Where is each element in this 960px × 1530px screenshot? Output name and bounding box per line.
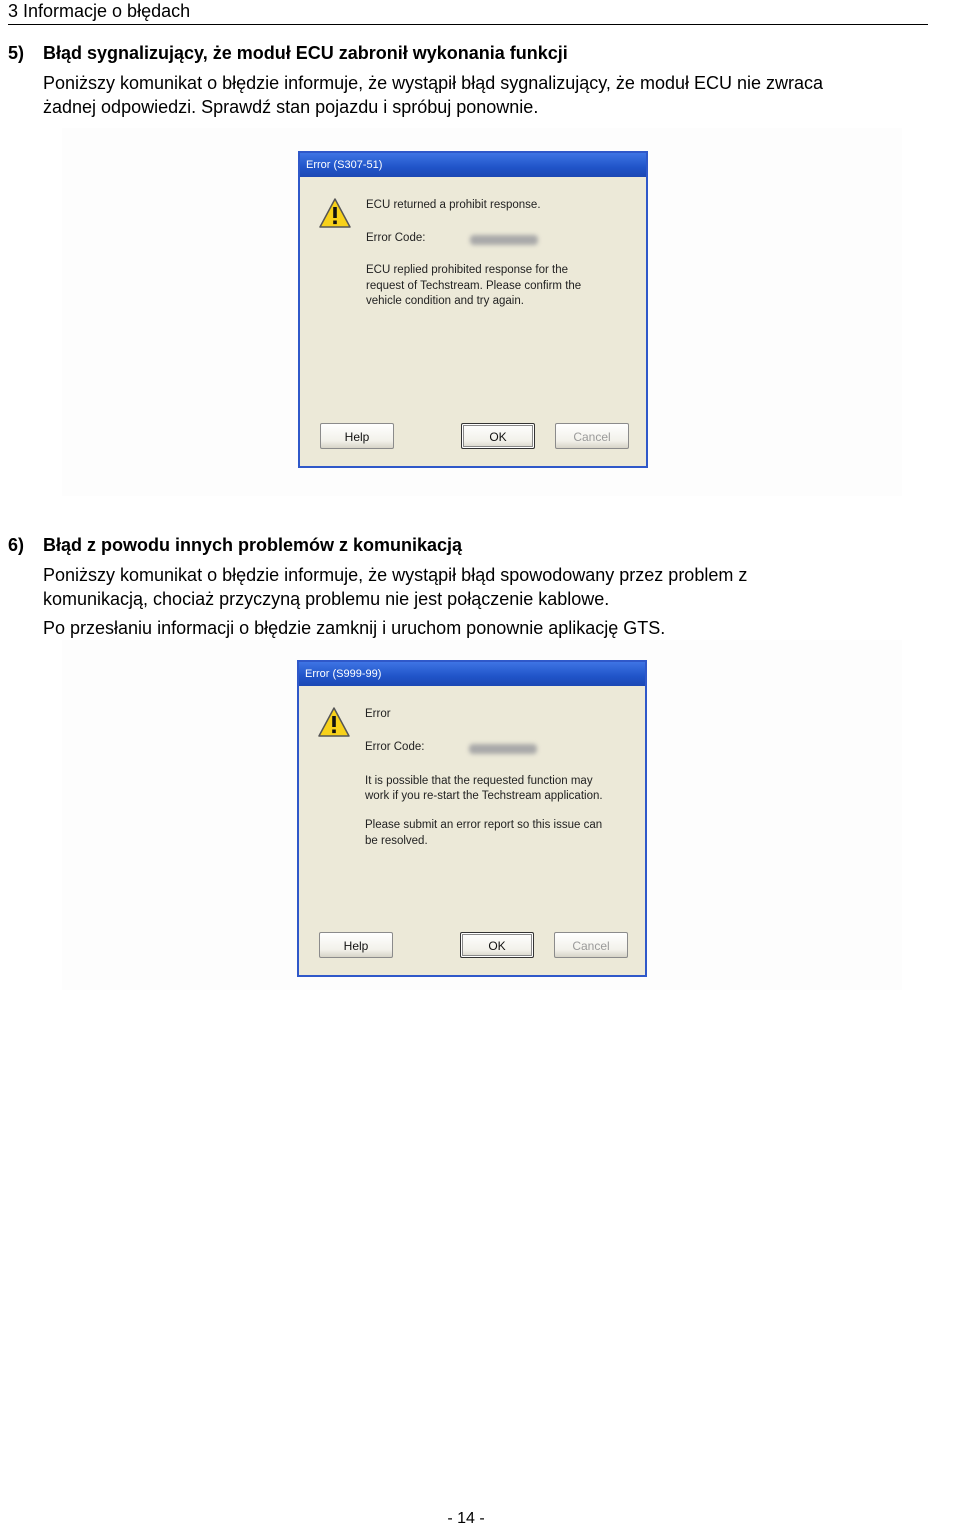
error-code-label: Error Code: [365,741,425,753]
dialog-titlebar: Error (S307-51) [300,153,646,177]
section-6-paragraph-line-1: Poniższy komunikat o błędzie informuje, że wystąpił błąd spowodowany przez problem z [43,565,748,585]
section-5-paragraph-line-1: Poniższy komunikat o błędzie informuje, że wystąpił błąd sygnalizujący, że moduł ECU nie zwraca [43,73,824,93]
help-button[interactable]: Help [319,932,393,958]
page-number: - 14 - [447,1510,485,1527]
section-6-paragraph-line-2: komunikacją, chociaż przyczyną problemu nie jest połączenie kablowe. [43,589,610,609]
error-code-value [470,235,538,245]
dialog-details-line-3: vehicle condition and try again. [366,295,524,307]
cancel-button[interactable]: Cancel [554,932,628,958]
dialog-details2-line-1: Please submit an error report so this issue can [365,819,603,831]
dialog-details-line-1: ECU replied prohibited response for the [366,264,569,276]
section-6-title: Błąd z powodu innych problemów z komunikacją [43,535,463,555]
section-6-paragraph-line-3: Po przesłaniu informacji o błędzie zamknij i uruchom ponownie aplikację GTS. [43,618,666,638]
warning-icon [317,706,351,738]
dialog-details-line-2: request of Techstream. Please confirm the [366,280,582,292]
section-5-number: 5) [8,43,25,63]
error-code-label: Error Code: [366,232,426,244]
warning-icon [318,197,352,229]
error-dialog-s999 [297,660,647,977]
dialog-message: Error [365,708,391,720]
section-6-heading [8,534,462,556]
section-6-number: 6) [8,535,25,555]
page-header: 3 Informacje o błędach [8,0,928,25]
section-5-heading [8,42,568,64]
ok-button[interactable]: OK [460,932,534,958]
dialog-message: ECU returned a prohibit response. [366,199,541,211]
dialog-titlebar: Error (S999-99) [299,662,645,686]
dialog-details-line-1: It is possible that the requested function may [365,775,593,787]
ok-button[interactable]: OK [461,423,535,449]
section-5-title: Błąd sygnalizujący, że moduł ECU zabronił wykonania funkcji [43,43,568,63]
section-5-paragraph-line-2: żadnej odpowiedzi. Sprawdź stan pojazdu i spróbuj ponownie. [43,97,539,117]
dialog-details-line-2: work if you re-start the Techstream application. [365,790,603,802]
error-dialog-s307 [298,151,648,468]
cancel-button[interactable]: Cancel [555,423,629,449]
dialog-details2-line-2: be resolved. [365,835,428,847]
help-button[interactable]: Help [320,423,394,449]
error-code-value [469,744,537,754]
